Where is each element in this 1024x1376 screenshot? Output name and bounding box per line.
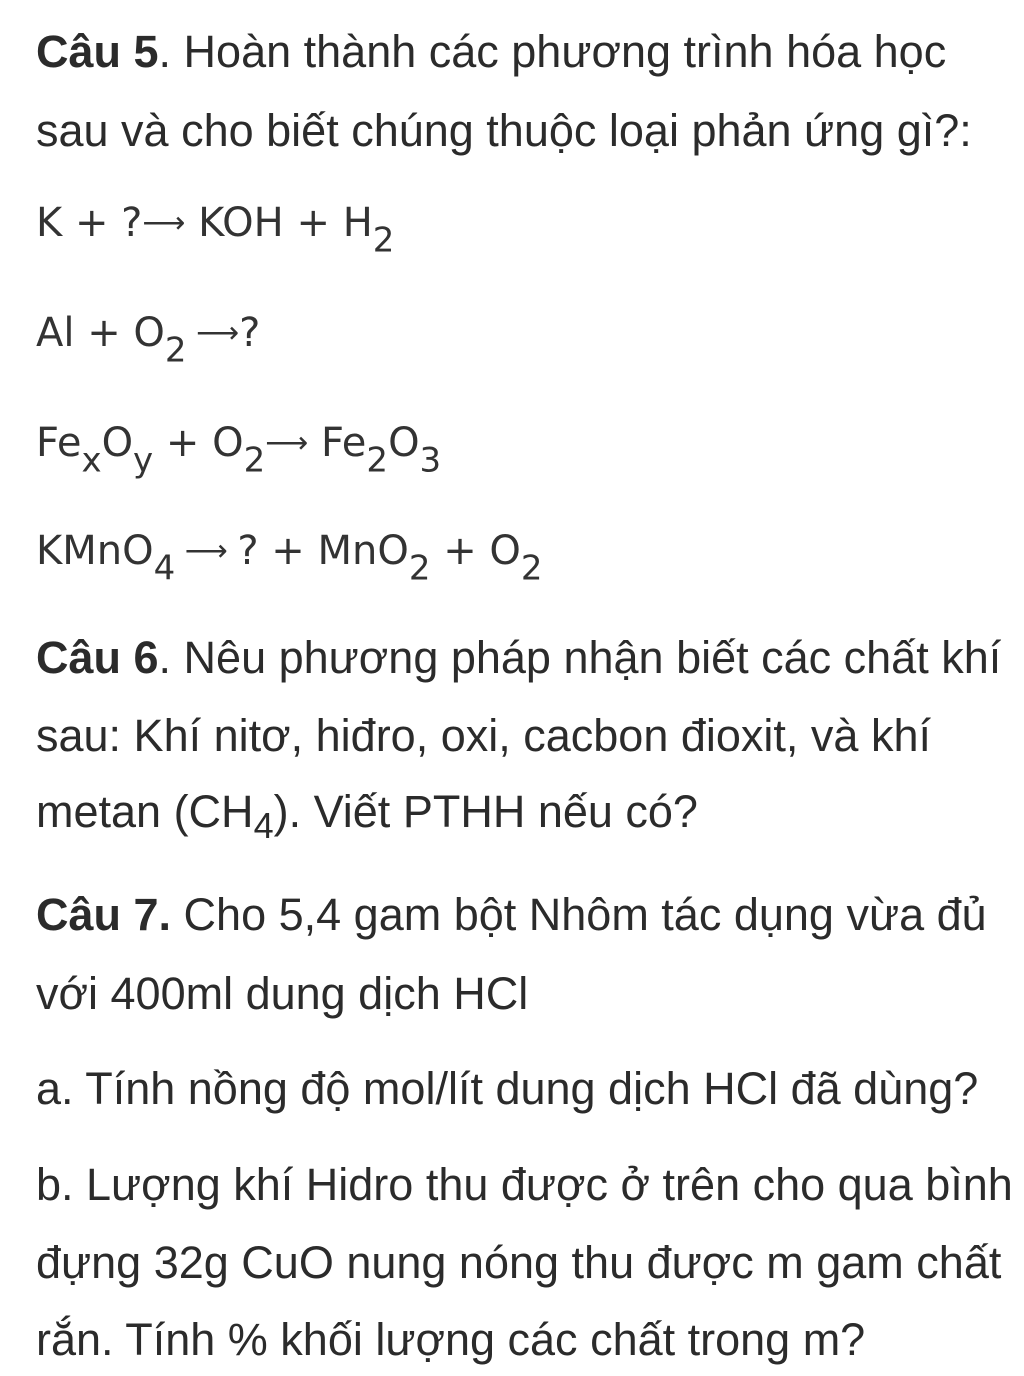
eq3-sub-y: y [133, 440, 154, 481]
eq2-products: ? [239, 310, 261, 356]
cau7-text-1: Cho 5,4 gam bột Nhôm tác dụng vừa đủ [171, 889, 987, 940]
cau7-label: Câu 7. [36, 889, 172, 940]
cau6-text-3b: ). Viết PTHH nếu có? [273, 786, 698, 837]
eq3-fe: Fe [36, 420, 82, 466]
cau6-line-3 [36, 784, 698, 846]
eq3-o3: O [388, 420, 420, 466]
eq3-fe2: Fe [308, 420, 367, 466]
eq3-o: O [101, 420, 134, 466]
eq3-sub-x: x [81, 440, 102, 481]
eq3-arrow: ⟶ [265, 425, 309, 461]
cau5-label: Câu 5 [36, 26, 159, 77]
eq4-sub-4: 4 [153, 548, 176, 589]
cau7-line-2: với 400ml dung dịch HCl [36, 968, 529, 1019]
cau6-line-1 [36, 630, 1001, 686]
equation-2 [36, 305, 261, 371]
cau7-part-b-line-1: b. Lượng khí Hidro thu được ở trên cho qua bình [36, 1159, 1013, 1210]
eq1-reactants: K + ? [36, 200, 143, 246]
eq4-sub-o2: 2 [520, 548, 543, 589]
cau7-part-a: a. Tính nồng độ mol/lít dung dịch HCl đã dùng? [36, 1063, 979, 1114]
eq4-o: + O [430, 528, 521, 574]
equation-1 [36, 195, 395, 261]
cau5-line-1 [36, 24, 946, 80]
cau6-text-1: . Nêu phương pháp nhận biết các chất khí [158, 632, 1002, 683]
eq3-sub-2: 2 [243, 440, 266, 481]
eq4-arrow: ⟶ [175, 533, 238, 569]
eq2-reactants: Al + O [36, 310, 165, 356]
eq3-sub-fe2: 2 [366, 440, 389, 481]
cau6-line-2: sau: Khí nitơ, hiđro, oxi, cacbon đioxit, và khí [36, 710, 931, 761]
eq1-arrow: ⟶ [142, 205, 186, 241]
cau5-line-2: sau và cho biết chúng thuộc loại phản ứng gì?: [36, 105, 972, 156]
eq2-subscript: 2 [164, 330, 187, 371]
cau6-label: Câu 6 [36, 632, 159, 683]
cau7-line-1 [36, 887, 987, 943]
eq4-mno: ? + MnO [237, 528, 409, 574]
cau5-text-1: . Hoàn thành các phương trình hóa học [158, 26, 947, 77]
eq4-kmno: KMnO [36, 528, 154, 574]
equation-3 [36, 415, 442, 481]
eq4-sub-mno2: 2 [408, 548, 431, 589]
cau7-part-b-line-3: rắn. Tính % khối lượng các chất trong m? [36, 1314, 866, 1365]
eq1-subscript: 2 [372, 220, 395, 261]
cau7-part-b-line-2: đựng 32g CuO nung nóng thu được m gam chất [36, 1237, 1002, 1288]
eq3-sub-o3: 3 [419, 440, 442, 481]
cau6-subscript: 4 [253, 804, 274, 846]
equation-4 [36, 523, 543, 589]
cau6-text-3a: metan (CH [36, 786, 254, 837]
eq1-products: KOH + H [185, 200, 373, 246]
eq2-arrow: ⟶ [186, 315, 240, 351]
eq3-o2: + O [153, 420, 244, 466]
